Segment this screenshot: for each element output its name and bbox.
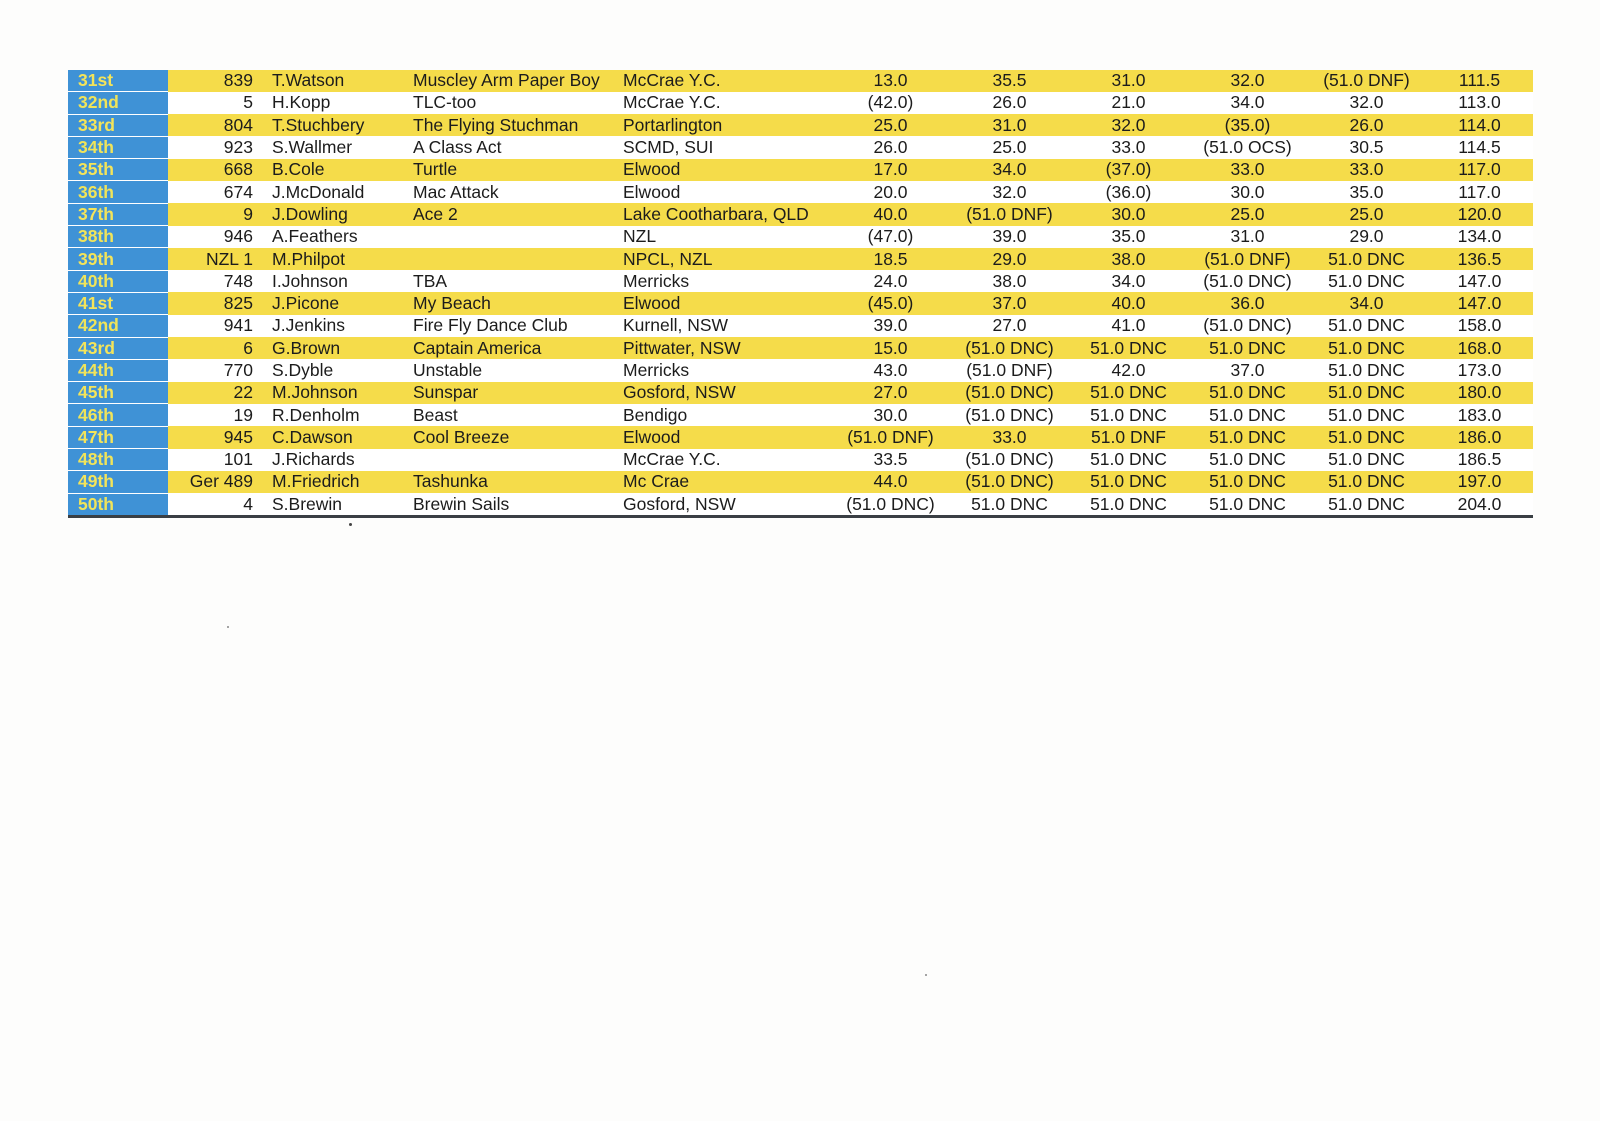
club-cell: Elwood xyxy=(623,181,831,203)
race-3-score-cell: 21.0 xyxy=(1069,92,1188,114)
race-4-score-cell: 51.0 DNC xyxy=(1188,426,1307,448)
race-4-score-cell: (51.0 OCS) xyxy=(1188,136,1307,158)
race-1-score-cell: 25.0 xyxy=(831,114,950,136)
position-cell: 48th xyxy=(68,449,168,471)
position-cell: 50th xyxy=(68,493,168,516)
race-2-score-cell: 37.0 xyxy=(950,292,1069,314)
club-cell: Gosford, NSW xyxy=(623,382,831,404)
race-4-score-cell: 25.0 xyxy=(1188,203,1307,225)
boat-name-cell: Fire Fly Dance Club xyxy=(413,315,623,337)
boat-name-cell: Turtle xyxy=(413,159,623,181)
sail-number-cell: 839 xyxy=(168,70,268,92)
race-3-score-cell: 35.0 xyxy=(1069,226,1188,248)
race-4-score-cell: 51.0 DNC xyxy=(1188,404,1307,426)
sail-number-cell: 941 xyxy=(168,315,268,337)
total-points-cell: 114.0 xyxy=(1426,114,1533,136)
boat-name-cell: TBA xyxy=(413,270,623,292)
helm-cell: J.Jenkins xyxy=(268,315,413,337)
race-1-score-cell: (51.0 DNC) xyxy=(831,493,950,516)
race-1-score-cell: 40.0 xyxy=(831,203,950,225)
helm-cell: S.Brewin xyxy=(268,493,413,516)
sail-number-cell: 9 xyxy=(168,203,268,225)
race-1-score-cell: 17.0 xyxy=(831,159,950,181)
position-cell: 38th xyxy=(68,226,168,248)
sail-number-cell: NZL 1 xyxy=(168,248,268,270)
race-4-score-cell: 51.0 DNC xyxy=(1188,337,1307,359)
sail-number-cell: 22 xyxy=(168,382,268,404)
position-cell: 31st xyxy=(68,70,168,92)
race-5-score-cell: 51.0 DNC xyxy=(1307,248,1426,270)
helm-cell: T.Stuchbery xyxy=(268,114,413,136)
position-cell: 45th xyxy=(68,382,168,404)
race-4-score-cell: 34.0 xyxy=(1188,92,1307,114)
position-cell: 43rd xyxy=(68,337,168,359)
sail-number-cell: 19 xyxy=(168,404,268,426)
boat-name-cell: TLC-too xyxy=(413,92,623,114)
position-cell: 35th xyxy=(68,159,168,181)
race-4-score-cell: 32.0 xyxy=(1188,70,1307,92)
race-1-score-cell: 20.0 xyxy=(831,181,950,203)
race-2-score-cell: 51.0 DNC xyxy=(950,493,1069,516)
total-points-cell: 183.0 xyxy=(1426,404,1533,426)
total-points-cell: 186.0 xyxy=(1426,426,1533,448)
club-cell: McCrae Y.C. xyxy=(623,449,831,471)
table-row xyxy=(68,471,1533,493)
helm-cell: R.Denholm xyxy=(268,404,413,426)
race-4-score-cell: 51.0 DNC xyxy=(1188,471,1307,493)
sail-number-cell: 770 xyxy=(168,359,268,381)
helm-cell: S.Wallmer xyxy=(268,136,413,158)
race-4-score-cell: 51.0 DNC xyxy=(1188,493,1307,516)
race-1-score-cell: 13.0 xyxy=(831,70,950,92)
race-1-score-cell: (47.0) xyxy=(831,226,950,248)
position-cell: 46th xyxy=(68,404,168,426)
boat-name-cell: The Flying Stuchman xyxy=(413,114,623,136)
race-5-score-cell: (51.0 DNF) xyxy=(1307,70,1426,92)
race-2-score-cell: 25.0 xyxy=(950,136,1069,158)
table-row xyxy=(68,315,1533,337)
table-row xyxy=(68,292,1533,314)
helm-cell: M.Friedrich xyxy=(268,471,413,493)
scan-speck xyxy=(227,626,229,628)
club-cell: Elwood xyxy=(623,159,831,181)
race-1-score-cell: 18.5 xyxy=(831,248,950,270)
position-cell: 32nd xyxy=(68,92,168,114)
scan-speck xyxy=(925,974,927,976)
club-cell: NZL xyxy=(623,226,831,248)
race-5-score-cell: 51.0 DNC xyxy=(1307,449,1426,471)
total-points-cell: 186.5 xyxy=(1426,449,1533,471)
position-cell: 40th xyxy=(68,270,168,292)
race-1-score-cell: 33.5 xyxy=(831,449,950,471)
sail-number-cell: 674 xyxy=(168,181,268,203)
race-4-score-cell: (51.0 DNC) xyxy=(1188,270,1307,292)
club-cell: NPCL, NZL xyxy=(623,248,831,270)
sail-number-cell: 748 xyxy=(168,270,268,292)
total-points-cell: 117.0 xyxy=(1426,181,1533,203)
club-cell: Mc Crae xyxy=(623,471,831,493)
race-3-score-cell: 51.0 DNC xyxy=(1069,471,1188,493)
club-cell: Kurnell, NSW xyxy=(623,315,831,337)
table-row xyxy=(68,181,1533,203)
sail-number-cell: 5 xyxy=(168,92,268,114)
race-2-score-cell: (51.0 DNC) xyxy=(950,471,1069,493)
position-cell: 34th xyxy=(68,136,168,158)
race-3-score-cell: 40.0 xyxy=(1069,292,1188,314)
race-1-score-cell: 43.0 xyxy=(831,359,950,381)
race-5-score-cell: 51.0 DNC xyxy=(1307,471,1426,493)
table-row xyxy=(68,337,1533,359)
results-body xyxy=(68,70,1533,516)
race-4-score-cell: 30.0 xyxy=(1188,181,1307,203)
boat-name-cell xyxy=(413,449,623,471)
race-5-score-cell: 34.0 xyxy=(1307,292,1426,314)
sail-number-cell: 804 xyxy=(168,114,268,136)
helm-cell: G.Brown xyxy=(268,337,413,359)
boat-name-cell xyxy=(413,248,623,270)
helm-cell: J.Picone xyxy=(268,292,413,314)
race-2-score-cell: (51.0 DNC) xyxy=(950,337,1069,359)
table-row xyxy=(68,226,1533,248)
sail-number-cell: 4 xyxy=(168,493,268,516)
race-3-score-cell: 51.0 DNC xyxy=(1069,449,1188,471)
sail-number-cell: Ger 489 xyxy=(168,471,268,493)
race-3-score-cell: (37.0) xyxy=(1069,159,1188,181)
boat-name-cell: Muscley Arm Paper Boy xyxy=(413,70,623,92)
race-4-score-cell: 37.0 xyxy=(1188,359,1307,381)
race-4-score-cell: 51.0 DNC xyxy=(1188,449,1307,471)
race-4-score-cell: 51.0 DNC xyxy=(1188,382,1307,404)
boat-name-cell: My Beach xyxy=(413,292,623,314)
race-5-score-cell: 26.0 xyxy=(1307,114,1426,136)
position-cell: 49th xyxy=(68,471,168,493)
boat-name-cell: Captain America xyxy=(413,337,623,359)
boat-name-cell: Ace 2 xyxy=(413,203,623,225)
race-1-score-cell: 44.0 xyxy=(831,471,950,493)
club-cell: Pittwater, NSW xyxy=(623,337,831,359)
sail-number-cell: 6 xyxy=(168,337,268,359)
table-row xyxy=(68,248,1533,270)
boat-name-cell: A Class Act xyxy=(413,136,623,158)
table-row xyxy=(68,159,1533,181)
club-cell: McCrae Y.C. xyxy=(623,92,831,114)
race-5-score-cell: 33.0 xyxy=(1307,159,1426,181)
total-points-cell: 114.5 xyxy=(1426,136,1533,158)
total-points-cell: 113.0 xyxy=(1426,92,1533,114)
club-cell: Elwood xyxy=(623,426,831,448)
race-2-score-cell: 29.0 xyxy=(950,248,1069,270)
club-cell: Elwood xyxy=(623,292,831,314)
club-cell: Gosford, NSW xyxy=(623,493,831,516)
table-row xyxy=(68,382,1533,404)
race-3-score-cell: 32.0 xyxy=(1069,114,1188,136)
table-row xyxy=(68,114,1533,136)
race-3-score-cell: (36.0) xyxy=(1069,181,1188,203)
table-row xyxy=(68,270,1533,292)
helm-cell: S.Dyble xyxy=(268,359,413,381)
race-1-score-cell: 15.0 xyxy=(831,337,950,359)
race-2-score-cell: (51.0 DNC) xyxy=(950,382,1069,404)
race-2-score-cell: 32.0 xyxy=(950,181,1069,203)
race-3-score-cell: 41.0 xyxy=(1069,315,1188,337)
position-cell: 44th xyxy=(68,359,168,381)
boat-name-cell: Unstable xyxy=(413,359,623,381)
race-5-score-cell: 30.5 xyxy=(1307,136,1426,158)
race-2-score-cell: 35.5 xyxy=(950,70,1069,92)
race-2-score-cell: 34.0 xyxy=(950,159,1069,181)
total-points-cell: 204.0 xyxy=(1426,493,1533,516)
race-5-score-cell: 51.0 DNC xyxy=(1307,359,1426,381)
table-row xyxy=(68,70,1533,92)
helm-cell: J.Dowling xyxy=(268,203,413,225)
table-row xyxy=(68,426,1533,448)
race-1-score-cell: (51.0 DNF) xyxy=(831,426,950,448)
total-points-cell: 117.0 xyxy=(1426,159,1533,181)
table-row xyxy=(68,493,1533,516)
boat-name-cell: Sunspar xyxy=(413,382,623,404)
race-3-score-cell: 51.0 DNF xyxy=(1069,426,1188,448)
club-cell: SCMD, SUI xyxy=(623,136,831,158)
total-points-cell: 180.0 xyxy=(1426,382,1533,404)
race-5-score-cell: 51.0 DNC xyxy=(1307,426,1426,448)
total-points-cell: 111.5 xyxy=(1426,70,1533,92)
helm-cell: M.Philpot xyxy=(268,248,413,270)
race-2-score-cell: 27.0 xyxy=(950,315,1069,337)
race-2-score-cell: (51.0 DNC) xyxy=(950,404,1069,426)
table-row xyxy=(68,203,1533,225)
total-points-cell: 136.5 xyxy=(1426,248,1533,270)
race-5-score-cell: 51.0 DNC xyxy=(1307,493,1426,516)
helm-cell: A.Feathers xyxy=(268,226,413,248)
table-row xyxy=(68,449,1533,471)
race-1-score-cell: (45.0) xyxy=(831,292,950,314)
race-3-score-cell: 38.0 xyxy=(1069,248,1188,270)
scan-speck xyxy=(349,523,352,526)
club-cell: Bendigo xyxy=(623,404,831,426)
race-3-score-cell: 51.0 DNC xyxy=(1069,404,1188,426)
club-cell: Merricks xyxy=(623,270,831,292)
table-row xyxy=(68,359,1533,381)
race-3-score-cell: 34.0 xyxy=(1069,270,1188,292)
boat-name-cell: Beast xyxy=(413,404,623,426)
race-1-score-cell: 30.0 xyxy=(831,404,950,426)
position-cell: 47th xyxy=(68,426,168,448)
total-points-cell: 147.0 xyxy=(1426,292,1533,314)
helm-cell: T.Watson xyxy=(268,70,413,92)
race-2-score-cell: (51.0 DNC) xyxy=(950,449,1069,471)
race-1-score-cell: 26.0 xyxy=(831,136,950,158)
position-cell: 41st xyxy=(68,292,168,314)
race-2-score-cell: (51.0 DNF) xyxy=(950,359,1069,381)
race-3-score-cell: 51.0 DNC xyxy=(1069,493,1188,516)
race-4-score-cell: 31.0 xyxy=(1188,226,1307,248)
race-3-score-cell: 31.0 xyxy=(1069,70,1188,92)
race-5-score-cell: 29.0 xyxy=(1307,226,1426,248)
total-points-cell: 134.0 xyxy=(1426,226,1533,248)
table-row xyxy=(68,92,1533,114)
race-2-score-cell: 38.0 xyxy=(950,270,1069,292)
position-cell: 39th xyxy=(68,248,168,270)
helm-cell: M.Johnson xyxy=(268,382,413,404)
sail-number-cell: 668 xyxy=(168,159,268,181)
sail-number-cell: 101 xyxy=(168,449,268,471)
total-points-cell: 168.0 xyxy=(1426,337,1533,359)
helm-cell: I.Johnson xyxy=(268,270,413,292)
sail-number-cell: 825 xyxy=(168,292,268,314)
race-2-score-cell: (51.0 DNF) xyxy=(950,203,1069,225)
race-4-score-cell: (51.0 DNC) xyxy=(1188,315,1307,337)
race-5-score-cell: 25.0 xyxy=(1307,203,1426,225)
race-1-score-cell: 24.0 xyxy=(831,270,950,292)
total-points-cell: 197.0 xyxy=(1426,471,1533,493)
club-cell: Merricks xyxy=(623,359,831,381)
sail-number-cell: 946 xyxy=(168,226,268,248)
boat-name-cell: Tashunka xyxy=(413,471,623,493)
race-2-score-cell: 33.0 xyxy=(950,426,1069,448)
position-cell: 42nd xyxy=(68,315,168,337)
position-cell: 36th xyxy=(68,181,168,203)
race-5-score-cell: 51.0 DNC xyxy=(1307,270,1426,292)
race-5-score-cell: 51.0 DNC xyxy=(1307,404,1426,426)
club-cell: McCrae Y.C. xyxy=(623,70,831,92)
race-1-score-cell: (42.0) xyxy=(831,92,950,114)
race-1-score-cell: 27.0 xyxy=(831,382,950,404)
boat-name-cell xyxy=(413,226,623,248)
helm-cell: J.Richards xyxy=(268,449,413,471)
position-cell: 33rd xyxy=(68,114,168,136)
table-row xyxy=(68,404,1533,426)
position-cell: 37th xyxy=(68,203,168,225)
sail-number-cell: 945 xyxy=(168,426,268,448)
race-5-score-cell: 51.0 DNC xyxy=(1307,337,1426,359)
race-3-score-cell: 51.0 DNC xyxy=(1069,337,1188,359)
boat-name-cell: Mac Attack xyxy=(413,181,623,203)
helm-cell: J.McDonald xyxy=(268,181,413,203)
helm-cell: B.Cole xyxy=(268,159,413,181)
race-4-score-cell: 36.0 xyxy=(1188,292,1307,314)
results-table xyxy=(68,70,1533,518)
race-5-score-cell: 51.0 DNC xyxy=(1307,382,1426,404)
race-3-score-cell: 33.0 xyxy=(1069,136,1188,158)
boat-name-cell: Brewin Sails xyxy=(413,493,623,516)
total-points-cell: 158.0 xyxy=(1426,315,1533,337)
total-points-cell: 120.0 xyxy=(1426,203,1533,225)
helm-cell: H.Kopp xyxy=(268,92,413,114)
race-3-score-cell: 42.0 xyxy=(1069,359,1188,381)
race-5-score-cell: 51.0 DNC xyxy=(1307,315,1426,337)
total-points-cell: 173.0 xyxy=(1426,359,1533,381)
race-1-score-cell: 39.0 xyxy=(831,315,950,337)
sail-number-cell: 923 xyxy=(168,136,268,158)
race-4-score-cell: (51.0 DNF) xyxy=(1188,248,1307,270)
race-2-score-cell: 39.0 xyxy=(950,226,1069,248)
race-4-score-cell: (35.0) xyxy=(1188,114,1307,136)
race-5-score-cell: 35.0 xyxy=(1307,181,1426,203)
race-3-score-cell: 51.0 DNC xyxy=(1069,382,1188,404)
club-cell: Lake Cootharbara, QLD xyxy=(623,203,831,225)
race-2-score-cell: 26.0 xyxy=(950,92,1069,114)
table-row xyxy=(68,136,1533,158)
total-points-cell: 147.0 xyxy=(1426,270,1533,292)
race-2-score-cell: 31.0 xyxy=(950,114,1069,136)
race-3-score-cell: 30.0 xyxy=(1069,203,1188,225)
helm-cell: C.Dawson xyxy=(268,426,413,448)
race-5-score-cell: 32.0 xyxy=(1307,92,1426,114)
club-cell: Portarlington xyxy=(623,114,831,136)
race-4-score-cell: 33.0 xyxy=(1188,159,1307,181)
boat-name-cell: Cool Breeze xyxy=(413,426,623,448)
